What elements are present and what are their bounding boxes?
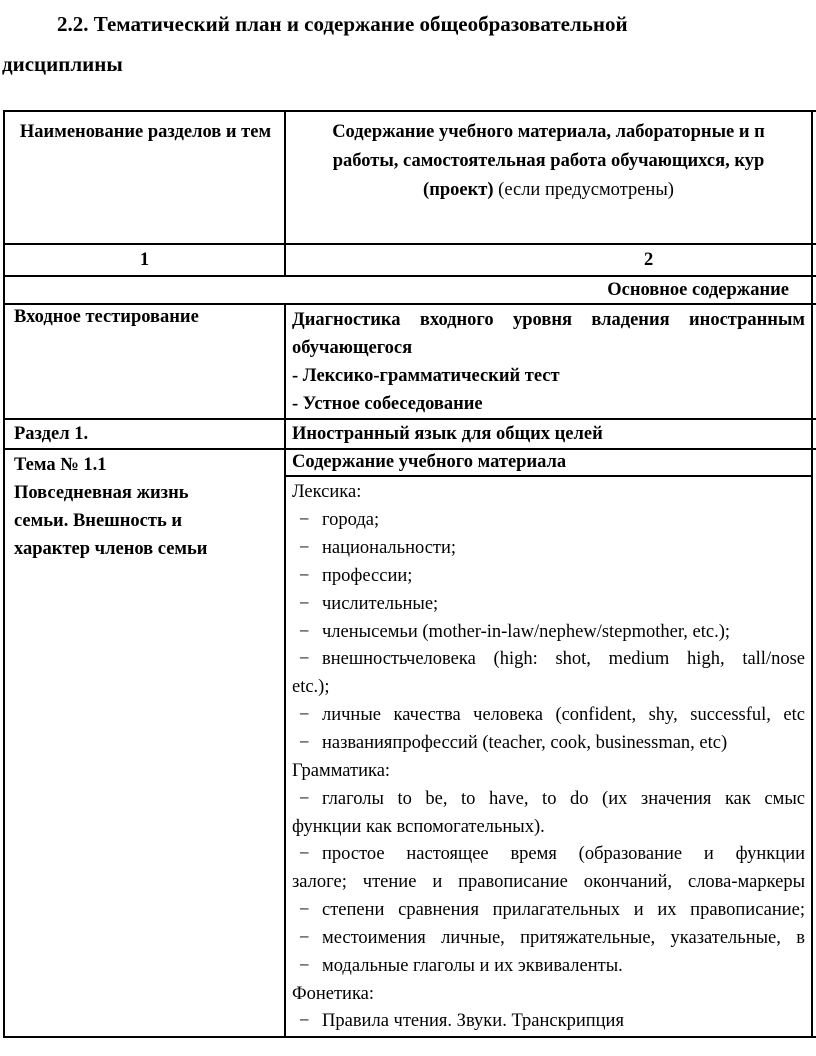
header-col1-cell: Наименование разделов и тем [4,111,285,244]
razdel-1-content-cell: Иностранный язык для общих целей [285,419,812,449]
bullet-dash: − [299,705,310,726]
bullet-dash: − [299,593,310,614]
bullet-line: − национальности; [292,535,805,563]
bullet-line: − личные качества человека (confident, shy, successful, etc [292,702,805,730]
bullet-line: − модальные глаголы и их эквиваленты. [292,953,805,981]
tema-title-line: Тема № 1.1 [14,455,107,476]
clipped-column-cell [812,304,816,419]
bullet-dash: − [299,788,310,809]
thematic-plan-table [3,110,816,1038]
bullet-line: − внешностьчеловека (high: shot, medium high, tall/nose [292,646,805,674]
document-title [0,4,816,84]
razdel-1-title-cell: Раздел 1. [4,419,285,449]
title-line-1: 2.2. Тематический план и содержание общеобразовательной [57,12,628,36]
content-line: etc.); [292,677,330,698]
entry-testing-title-cell: Входное тестирование [4,304,285,419]
bullet-dash: − [299,927,310,948]
header-col2-line1: Содержание учебного материала, лабораторные и п [332,122,765,142]
bullet-dash: − [299,565,310,586]
bullet-dash: − [299,900,310,921]
entry-testing-content-cell [285,304,812,419]
content-line: Грамматика: [292,760,391,781]
content-line: Фонетика: [292,983,375,1004]
header-col2-line3-bold: (проект) [423,179,494,200]
clipped-column-cell [812,244,816,276]
entry-testing-row [4,304,816,419]
bullet-line: − Правила чтения. Звуки. Транскрипция [292,1008,805,1036]
header-col2-line3-normal: (если предусмотрены) [493,179,674,200]
bullet-line: − названияпрофессий (teacher, cook, businessman, etc) [292,730,805,758]
column-numbers-row [4,244,816,276]
tema-1-1-title-cell [4,449,285,1037]
bullet-dash: − [299,621,310,642]
content-line: - Устное собеседование [292,393,483,414]
bullet-line: − степени сравнения прилагательных и их правописание; [292,897,805,925]
content-line: Диагностика входного уровня владения иностранным [292,310,805,330]
content-line: - Лексико-грамматический тест [292,365,560,386]
bullet-dash: − [299,538,310,559]
bullet-line: − простое настоящее время (образование и функции [292,841,805,869]
bullet-dash: − [299,510,310,531]
bullet-dash: − [299,732,310,753]
bullet-line: − глаголы to be, to have, to do (их значения как смыс [292,786,805,814]
table-header-row [4,111,816,244]
tema-title-line: характер членов семьи [14,538,208,559]
bullet-dash: − [299,844,310,865]
clipped-column-cell [812,449,816,1037]
tema-content-heading-cell: Содержание учебного материала [285,449,812,476]
razdel-1-row [4,419,816,449]
tema-title-line: семьи. Внешность и [14,511,183,532]
clipped-column-header-cell [812,111,816,244]
clipped-column-cell [812,419,816,449]
bullet-line: − города; [292,507,805,535]
bullet-line: − числительные; [292,591,805,619]
bullet-dash: − [299,955,310,976]
content-line: Лексика: [292,482,362,503]
column-number-1-cell: 1 [4,244,285,276]
content-line: функции как вспомогательных). [292,816,545,837]
title-line-2: дисциплины [2,52,123,76]
tema-title-line: Повседневная жизнь [14,483,189,504]
content-line: залоге; чтение и правописание окончаний, слова-маркеры [292,872,805,893]
content-line: обучающегося [292,337,413,358]
header-col2-line3 [292,176,805,205]
section-heading-cell: Основное содержание [4,276,812,304]
bullet-line: − местоимения личные, притяжательные, указательные, в [292,925,805,953]
header-col2-cell [285,111,812,244]
bullet-dash: − [299,1011,310,1032]
header-col2-line2: работы, самостоятельная работа обучающихся, кур [332,150,765,171]
tema-content-cell [285,476,812,1037]
section-heading-row [4,276,816,304]
column-number-2-cell: 2 [285,244,812,276]
bullet-line: − профессии; [292,563,805,591]
bullet-dash: − [299,649,310,670]
clipped-column-cell [812,276,816,304]
tema-1-1-heading-row [4,449,816,476]
bullet-line: − членысемьи (mother-in-law/nephew/stepmother, etc.); [292,619,805,647]
